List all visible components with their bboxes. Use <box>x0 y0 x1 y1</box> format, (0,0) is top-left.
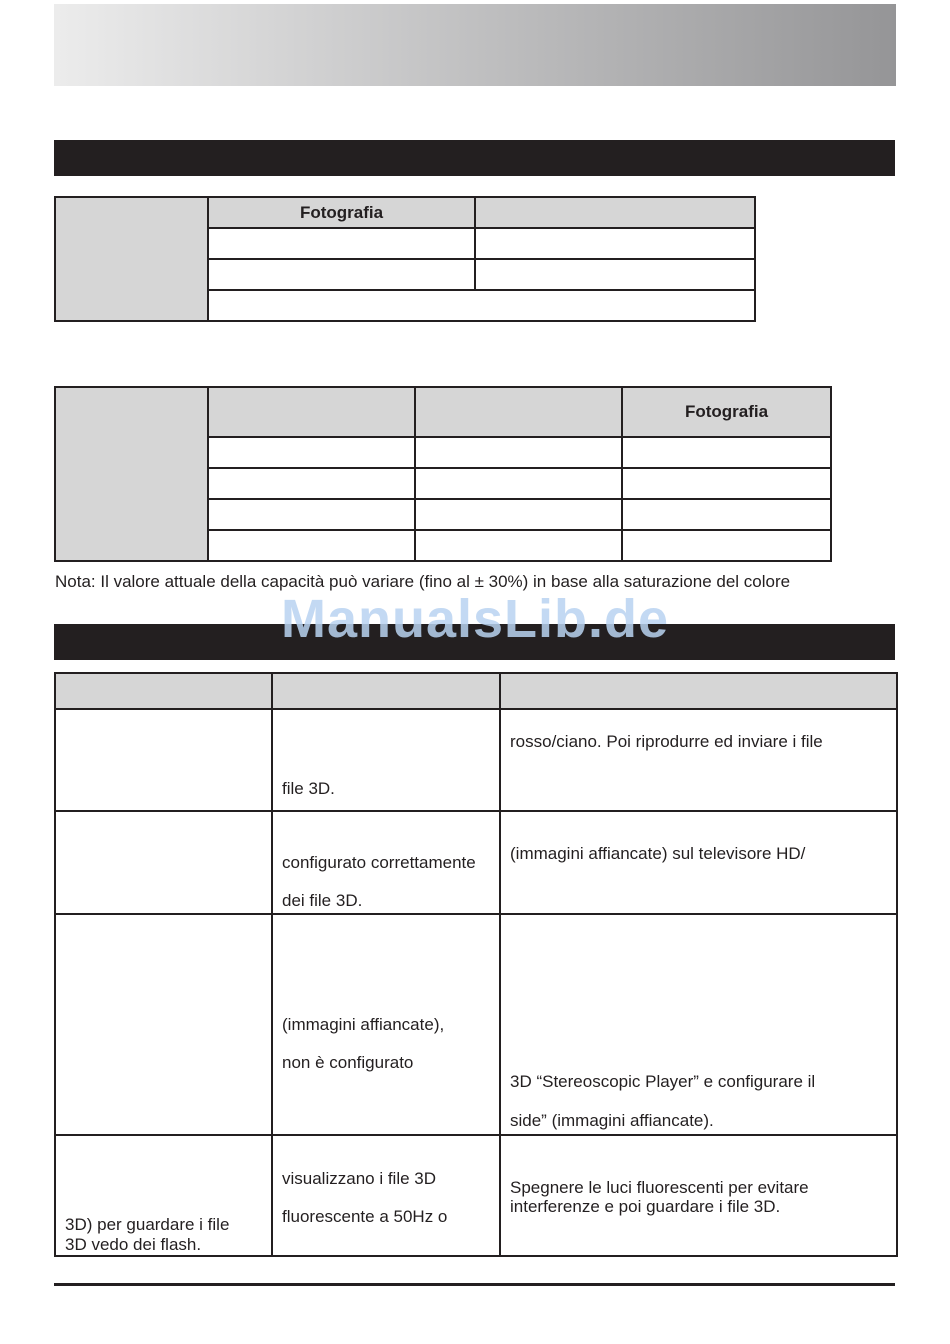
ts-header-cause <box>272 673 500 709</box>
table-cell-text: (immagini affiancate) sul televisore HD/ <box>510 844 806 863</box>
ts-row3-problem <box>55 914 272 1135</box>
table-cell <box>415 437 622 468</box>
ts-row1-solution <box>500 709 897 811</box>
table-cell <box>208 468 415 499</box>
table-cell-text: dei file 3D. <box>282 891 363 910</box>
capacity-note: Nota: Il valore attuale della capacità può variare (fino al ± 30%) in base alla saturazione del colore <box>55 572 791 591</box>
capacity-header-blank <box>475 197 755 228</box>
table-cell-text: Spegnere le luci fluorescenti per evitare <box>510 1178 809 1197</box>
table-cell <box>475 228 755 259</box>
capacity2-row-label <box>55 387 208 561</box>
table-cell <box>415 530 622 561</box>
table-cell-text: fluorescente a 50Hz o <box>282 1207 448 1226</box>
table-cell-text: 3D) per guardare i file <box>65 1215 230 1234</box>
bottom-rule <box>54 1283 895 1286</box>
capacity2-header-blank <box>415 387 622 437</box>
capacity-table-2 <box>54 386 832 562</box>
header-band <box>54 4 896 86</box>
table-cell <box>208 530 415 561</box>
table-cell-text: side” (immagini affiancate). <box>510 1111 714 1130</box>
ts-row3-cause <box>272 914 500 1135</box>
ts-row2-solution <box>500 811 897 914</box>
table-cell <box>208 290 755 321</box>
capacity2-header-photo: Fotografia <box>622 387 831 437</box>
table-cell <box>475 259 755 290</box>
table-cell-text: rosso/ciano. Poi riprodurre ed inviare i file <box>510 732 823 751</box>
ts-header-solution <box>500 673 897 709</box>
ts-row4-solution <box>500 1135 897 1256</box>
table-cell-text: configurato correttamente <box>282 853 476 872</box>
ts-header-problem <box>55 673 272 709</box>
ts-row1-problem <box>55 709 272 811</box>
table-cell <box>415 468 622 499</box>
table-cell <box>208 259 475 290</box>
troubleshooting-table <box>54 672 898 1257</box>
table-cell-text: interferenze e poi guardare i file 3D. <box>510 1197 781 1216</box>
ts-row4-cause <box>272 1135 500 1256</box>
table-cell <box>208 228 475 259</box>
table-cell-text: visualizzano i file 3D <box>282 1169 437 1188</box>
ts-row4-problem <box>55 1135 272 1256</box>
ts-row2-problem <box>55 811 272 914</box>
table-cell-text: (immagini affiancate), <box>282 1015 445 1034</box>
table-cell <box>208 499 415 530</box>
watermark: ManualsLib.de <box>280 589 670 649</box>
ts-row3-solution <box>500 914 897 1135</box>
table-cell <box>415 499 622 530</box>
ts-row2-cause <box>272 811 500 914</box>
section-bar-capacity <box>54 140 895 176</box>
table-cell <box>622 468 831 499</box>
table-cell <box>208 437 415 468</box>
table-cell-text: non è configurato <box>282 1053 414 1072</box>
table-cell <box>622 530 831 561</box>
table-cell-text: 3D vedo dei flash. <box>65 1235 202 1254</box>
capacity-row-label <box>55 197 208 321</box>
capacity-header-photo: Fotografia <box>208 197 475 228</box>
ts-row1-cause <box>272 709 500 811</box>
table-cell-text: file 3D. <box>282 779 335 798</box>
capacity2-header-blank <box>208 387 415 437</box>
table-cell-text: 3D “Stereoscopic Player” e configurare il <box>510 1072 816 1091</box>
capacity-table <box>54 196 756 322</box>
table-cell <box>622 437 831 468</box>
table-cell <box>622 499 831 530</box>
